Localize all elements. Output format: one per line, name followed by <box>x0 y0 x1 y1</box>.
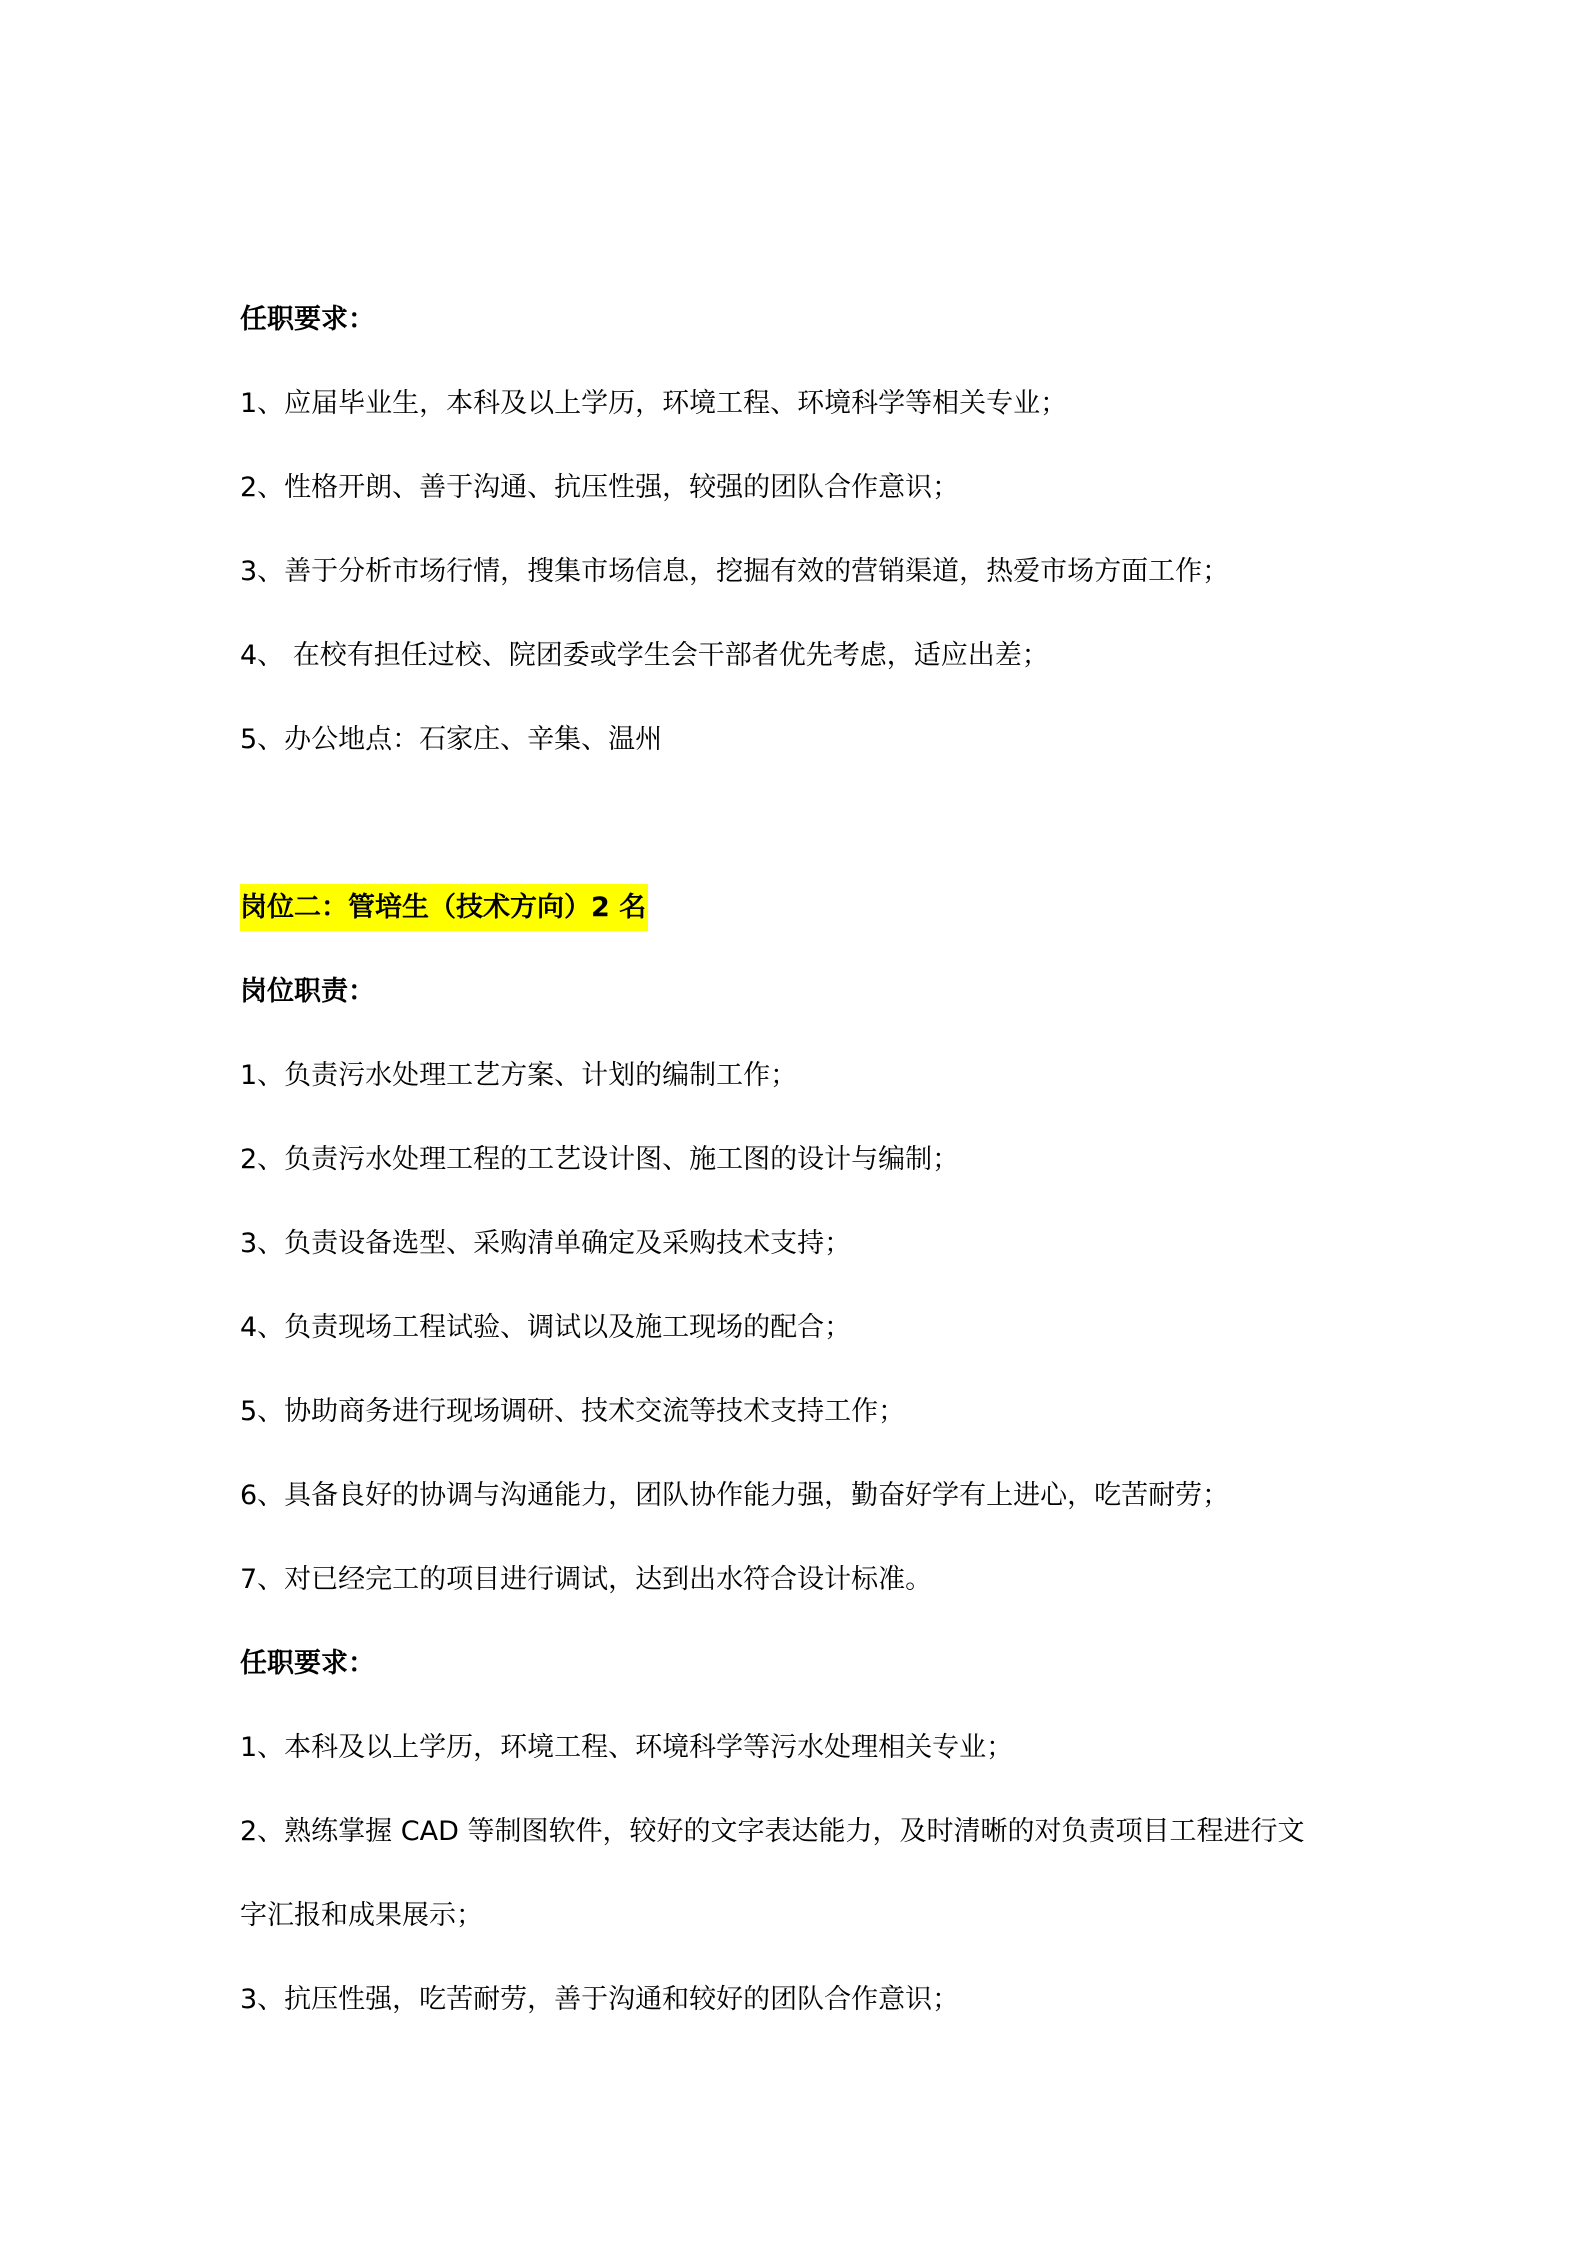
requirement-item: 3、善于分析市场行情，搜集市场信息，挖掘有效的营销渠道，热爱市场方面工作； <box>240 556 1230 587</box>
duty-item: 6、具备良好的协调与沟通能力，团队协作能力强，勤奋好学有上进心，吃苦耐劳； <box>240 1480 1230 1511</box>
duty-item: 3、负责设备选型、采购清单确定及采购技术支持； <box>240 1228 852 1259</box>
requirement-item-continuation: 字汇报和成果展示； <box>240 1900 483 1931</box>
requirement-item: 5、办公地点：石家庄、辛集、温州 <box>240 724 663 755</box>
requirements-heading: 任职要求： <box>240 1648 375 1679</box>
duties-heading: 岗位职责： <box>240 976 375 1007</box>
duty-item: 4、负责现场工程试验、调试以及施工现场的配合； <box>240 1312 852 1343</box>
duty-item: 1、负责污水处理工艺方案、计划的编制工作； <box>240 1060 798 1091</box>
requirement-item: 1、本科及以上学历，环境工程、环境科学等污水处理相关专业； <box>240 1732 1014 1763</box>
duty-item: 5、协助商务进行现场调研、技术交流等技术支持工作； <box>240 1396 906 1427</box>
position-title <box>240 888 648 928</box>
requirement-item: 1、应届毕业生，本科及以上学历，环境工程、环境科学等相关专业； <box>240 388 1068 419</box>
requirement-item: 2、熟练掌握 CAD 等制图软件，较好的文字表达能力，及时清晰的对负责项目工程进行文 <box>240 1816 1305 1847</box>
duty-item: 2、负责污水处理工程的工艺设计图、施工图的设计与编制； <box>240 1144 960 1175</box>
requirement-item: 4、 在校有担任过校、院团委或学生会干部者优先考虑，适应出差； <box>240 640 1049 671</box>
position-title-text: 岗位二：管培生（技术方向）2 名 <box>240 884 648 931</box>
requirement-item: 3、抗压性强，吃苦耐劳，善于沟通和较好的团队合作意识； <box>240 1984 960 2015</box>
duty-item: 7、对已经完工的项目进行调试，达到出水符合设计标准。 <box>240 1564 933 1595</box>
requirement-item: 2、性格开朗、善于沟通、抗压性强，较强的团队合作意识； <box>240 472 960 503</box>
requirements-heading: 任职要求： <box>240 304 375 335</box>
